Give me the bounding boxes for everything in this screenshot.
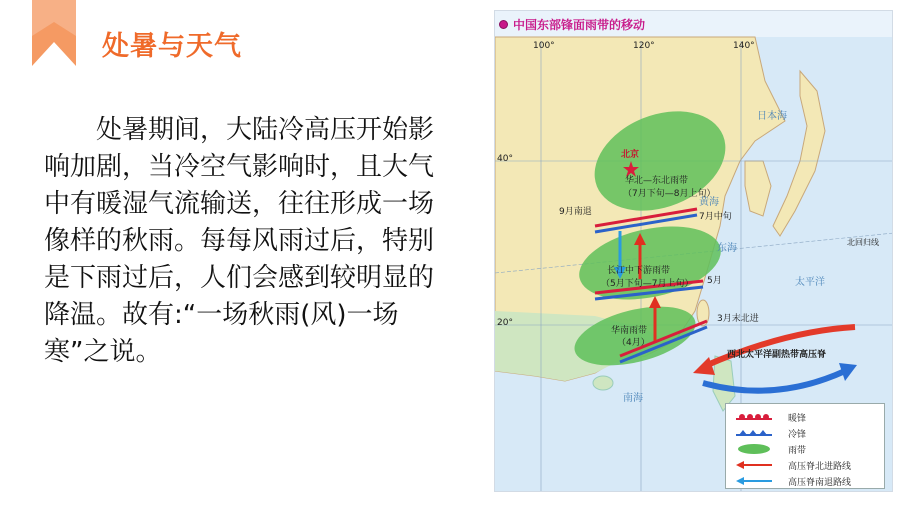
belt-south-name: 华南雨带 [611, 326, 648, 336]
legend-item [726, 426, 884, 440]
sea-label-pacific: 太平洋 [795, 277, 825, 288]
paragraph-text: 处暑期间，大陆冷高压开始影响加剧，当冷空气影响时，且大气中有暖湿气流输送，往往形成一场像样的秋雨。每每风雨过后，特别是下雨过后，人们会感到较明显的降温。故有:“一场秋雨(风)一场寒”之说。 [44, 115, 435, 367]
lon-label-100: 100° [533, 41, 555, 51]
city-label-beijing: 北京 [621, 150, 640, 160]
map-legend [725, 403, 885, 489]
sea-label-japan: 日本海 [757, 111, 787, 122]
legend-item [726, 410, 884, 424]
lat-label-20: 20° [497, 318, 513, 328]
slide-title: 处暑与天气 [102, 31, 242, 62]
lon-label-120: 120° [633, 41, 655, 51]
rain-belt-icon [734, 443, 774, 455]
legend-item [726, 458, 884, 472]
legend-label: 高压脊北进路线 [788, 461, 852, 472]
legend-label: 高压脊南退路线 [788, 477, 852, 488]
belt-north-period: （7月下旬—8月上旬） [623, 189, 716, 199]
north-route-icon [734, 459, 774, 471]
belt-middle-name: 长江中下游雨带 [607, 266, 671, 276]
legend-item [726, 442, 884, 456]
label-may: 5月 [707, 276, 722, 286]
sea-label-yellow: 黄海 [699, 197, 719, 208]
belt-north-name: 华北—东北雨带 [625, 176, 689, 186]
belt-south-period: （4月） [617, 338, 650, 348]
rain-belt-map [494, 10, 893, 492]
legend-label: 冷锋 [788, 429, 807, 440]
label-march: 3月末北进 [717, 314, 759, 324]
sea-label-east: 东海 [717, 243, 737, 254]
map-title: 中国东部锋面雨带的移动 [513, 17, 646, 32]
legend-label: 暖锋 [788, 413, 807, 424]
belt-middle-period: （5月下旬—7月上旬） [601, 279, 694, 289]
legend-item [726, 474, 884, 488]
tropic-label: 北回归线 [847, 238, 879, 247]
cold-front-icon [734, 427, 774, 439]
high-pressure-label: 西北太平洋副热带高压脊 [727, 350, 827, 360]
label-retreat: 9月南退 [559, 207, 592, 217]
corner-ribbon-icon [32, 0, 76, 66]
lon-label-140: 140° [733, 41, 755, 51]
south-route-icon [734, 475, 774, 487]
sea-label-south: 南海 [623, 393, 643, 404]
legend-label: 雨带 [788, 445, 807, 456]
warm-front-icon [734, 411, 774, 423]
lat-label-40: 40° [497, 154, 513, 164]
body-paragraph [44, 112, 449, 371]
map-title-row [495, 11, 892, 37]
label-july: 7月中旬 [699, 212, 732, 222]
bullet-icon [499, 20, 508, 29]
